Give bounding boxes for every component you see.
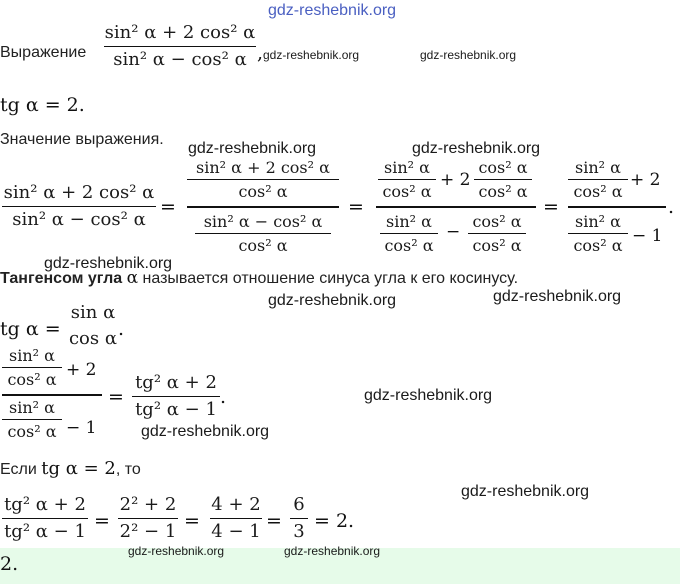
equals: = (94, 510, 110, 532)
split-c-num: sin² α (386, 212, 432, 231)
compound-top-num: sin² α + 2 cos² α (196, 158, 330, 177)
step2-rhs-num: tg² α + 2 (135, 372, 217, 393)
step3-f1 (2, 494, 88, 543)
tg-def-fraction (68, 302, 118, 346)
step1-lhs-den: sin² α − cos² α (12, 209, 146, 230)
plus-two: + 2 (66, 360, 97, 380)
split-c (380, 212, 438, 255)
step3-f2-num: 2² + 2 (119, 494, 177, 515)
alpha-symbol: α (126, 268, 139, 288)
step2-a-num: sin² α (9, 346, 55, 365)
step1-split-fraction (376, 158, 536, 258)
step1-lhs (2, 182, 156, 231)
step3-f2-den: 2² − 1 (119, 521, 177, 542)
step1-reduced-fraction (568, 158, 668, 258)
given-denominator: sin² α − cos² α (113, 49, 247, 70)
step2-b-den: cos² α (7, 422, 57, 441)
reduced-a-num: sin² α (575, 158, 621, 177)
fraction-bar (132, 396, 220, 397)
if-line (0, 458, 141, 479)
plus-two: + 2 (440, 170, 471, 190)
compound-bottom-den: cos² α (238, 236, 288, 255)
split-b-den: cos² α (478, 182, 528, 201)
step2-a (2, 346, 62, 389)
watermark-top: gdz-reshebnik.org (268, 2, 397, 19)
watermark: gdz-reshebnik.org (141, 423, 270, 440)
equals: = (108, 386, 124, 408)
expression-comma: , (257, 42, 264, 64)
split-d (468, 212, 526, 255)
value-label: Значение выражения. (0, 131, 164, 148)
fraction-bar (2, 419, 62, 420)
definition (0, 268, 518, 288)
split-a-den: cos² α (382, 182, 432, 201)
if-condition: tg α = 2 (41, 458, 116, 479)
step3-result: = 2. (314, 510, 355, 532)
reduced-b (568, 212, 628, 255)
fraction-bar (468, 233, 526, 234)
step3-f2 (118, 494, 178, 543)
step3-f4-den: 3 (293, 521, 305, 542)
main-fraction-bar (2, 394, 102, 396)
split-b (474, 158, 532, 201)
step2-b-num: sin² α (9, 398, 55, 417)
equals: = (543, 196, 559, 218)
fraction-bar (195, 233, 331, 234)
tg-def-lhs: tg α = (0, 318, 61, 340)
fraction-bar (378, 179, 436, 180)
main-fraction-bar (187, 206, 339, 208)
equals: = (266, 510, 282, 532)
fraction-bar (2, 206, 156, 207)
condition: tg α = 2. (0, 94, 85, 116)
step2-b (2, 398, 62, 441)
definition-term: Тангенсом угла (0, 270, 123, 287)
given-numerator: sin² α + 2 cos² α (104, 22, 256, 43)
split-d-num: cos² α (472, 212, 522, 231)
step3-f4-num: 6 (293, 494, 305, 515)
compound-top (187, 158, 339, 201)
step1-lhs-num: sin² α + 2 cos² α (3, 182, 155, 203)
watermark: gdz-reshebnik.org (188, 140, 317, 157)
minus: − (446, 222, 461, 242)
split-a-num: sin² α (384, 158, 430, 177)
if-label: Если (0, 461, 37, 478)
fraction-bar (210, 518, 262, 519)
fraction-bar (104, 46, 256, 47)
fraction-bar (187, 179, 339, 180)
fraction-bar (474, 179, 532, 180)
compound-bottom-num: sin² α − cos² α (203, 212, 323, 231)
period: . (220, 386, 227, 408)
step3-f1-num: tg² α + 2 (4, 494, 86, 515)
equals: = (160, 196, 176, 218)
definition-text: называется отношение синуса угла к его косинусу. (142, 270, 519, 287)
step3-f3-num: 4 + 2 (211, 494, 261, 515)
answer-value: 2. (0, 553, 19, 575)
fraction-bar (118, 518, 178, 519)
main-fraction-bar (376, 206, 536, 208)
tg-def-num: sin α (70, 302, 116, 323)
split-d-den: cos² α (472, 236, 522, 255)
fraction-bar (380, 233, 438, 234)
watermark: gdz-reshebnik.org (493, 288, 622, 305)
watermark: gdz-reshebnik.org (461, 483, 590, 500)
fraction-bar (568, 179, 628, 180)
fraction-bar (2, 518, 88, 519)
step3-f1-den: tg² α − 1 (4, 521, 86, 542)
reduced-a-den: cos² α (573, 182, 623, 201)
plus-two: + 2 (630, 170, 661, 190)
expression-label: Выражение (0, 44, 87, 61)
fraction-bar (2, 367, 62, 368)
step3-f4 (290, 494, 308, 543)
minus-one: − 1 (632, 226, 663, 246)
reduced-b-den: cos² α (573, 236, 623, 255)
period: . (118, 318, 125, 340)
watermark: gdz-reshebnik.org (268, 292, 397, 309)
minus-one: − 1 (66, 418, 97, 438)
step3-f3-den: 4 − 1 (211, 521, 261, 542)
compound-top-den: cos² α (238, 182, 288, 201)
tg-def-den: cos α (68, 328, 118, 346)
reduced-b-num: sin² α (575, 212, 621, 231)
equals: = (184, 510, 200, 532)
main-fraction-bar (568, 206, 666, 208)
watermark: gdz-reshebnik.org (263, 48, 360, 62)
fraction-bar (290, 518, 308, 519)
step2-a-den: cos² α (7, 370, 57, 389)
watermark: gdz-reshebnik.org (420, 48, 517, 62)
fraction-bar (568, 233, 628, 234)
split-c-den: cos² α (384, 236, 434, 255)
watermark: gdz-reshebnik.org (364, 387, 493, 404)
step2-compound-fraction (2, 346, 104, 444)
watermark: gdz-reshebnik.org (128, 544, 225, 558)
watermark: gdz-reshebnik.org (284, 544, 381, 558)
watermark: gdz-reshebnik.org (44, 255, 173, 272)
step3-f3 (210, 494, 262, 543)
split-b-num: cos² α (478, 158, 528, 177)
split-a (378, 158, 436, 201)
if-then: , то (115, 461, 141, 478)
compound-bottom (195, 212, 331, 255)
period: . (668, 196, 675, 218)
step2-rhs (132, 372, 220, 421)
step1-compound-fraction (187, 158, 339, 258)
step2-rhs-den: tg² α − 1 (135, 399, 217, 420)
reduced-a (568, 158, 628, 201)
equals: = (348, 196, 364, 218)
given-fraction (104, 22, 256, 71)
watermark: gdz-reshebnik.org (412, 140, 541, 157)
